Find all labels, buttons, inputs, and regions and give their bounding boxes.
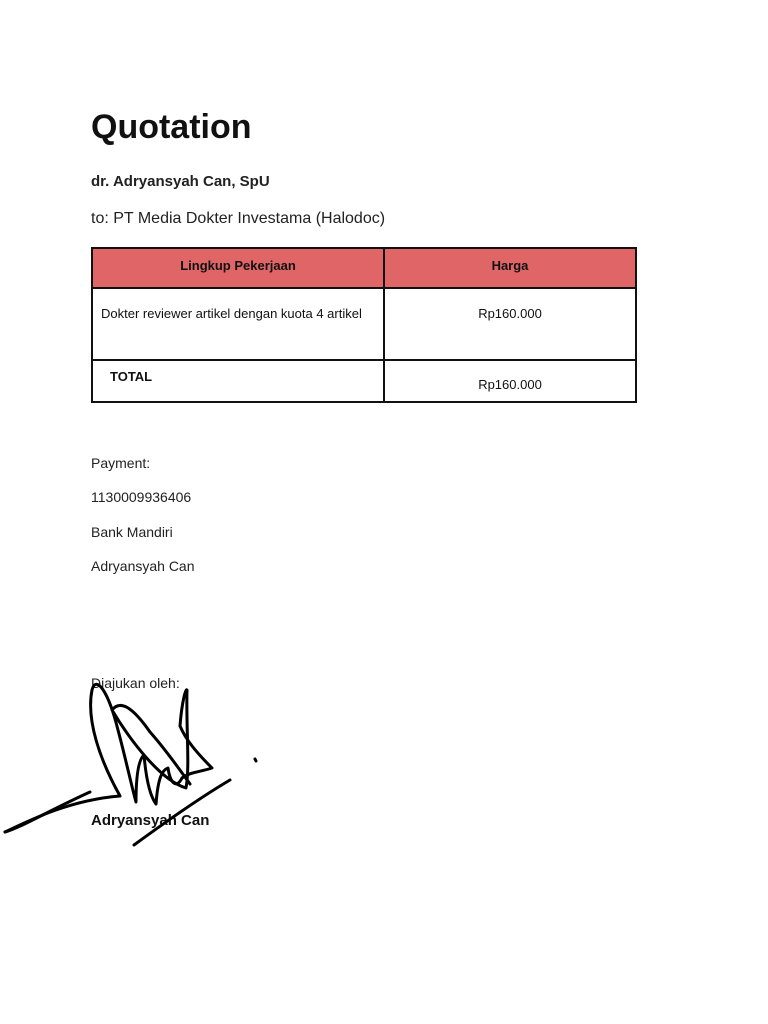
submitted-by-label: Diajukan oleh: — [91, 675, 180, 691]
total-row — [92, 360, 636, 402]
signer-name: Adryansyah Can — [91, 812, 210, 829]
header-scope: Lingkup Pekerjaan — [92, 248, 384, 288]
table-row — [92, 288, 636, 360]
total-label: TOTAL — [92, 360, 384, 402]
row-price: Rp160.000 — [384, 288, 636, 360]
payment-account-number: 1130009936406 — [91, 489, 192, 505]
recipient-line: to: PT Media Dokter Investama (Halodoc) — [91, 210, 386, 227]
quotation-table — [91, 247, 637, 403]
payment-account-name: Adryansyah Can — [91, 558, 195, 574]
document-title: Quotation — [91, 108, 252, 146]
header-price: Harga — [384, 248, 636, 288]
payment-label: Payment: — [91, 455, 151, 471]
payment-bank: Bank Mandiri — [91, 524, 173, 540]
total-price: Rp160.000 — [384, 360, 636, 402]
row-description: Dokter reviewer artikel dengan kuota 4 artikel — [92, 288, 384, 360]
handwritten-signature — [0, 660, 300, 860]
table-header-row — [92, 248, 636, 288]
author-name: dr. Adryansyah Can, SpU — [91, 173, 270, 190]
